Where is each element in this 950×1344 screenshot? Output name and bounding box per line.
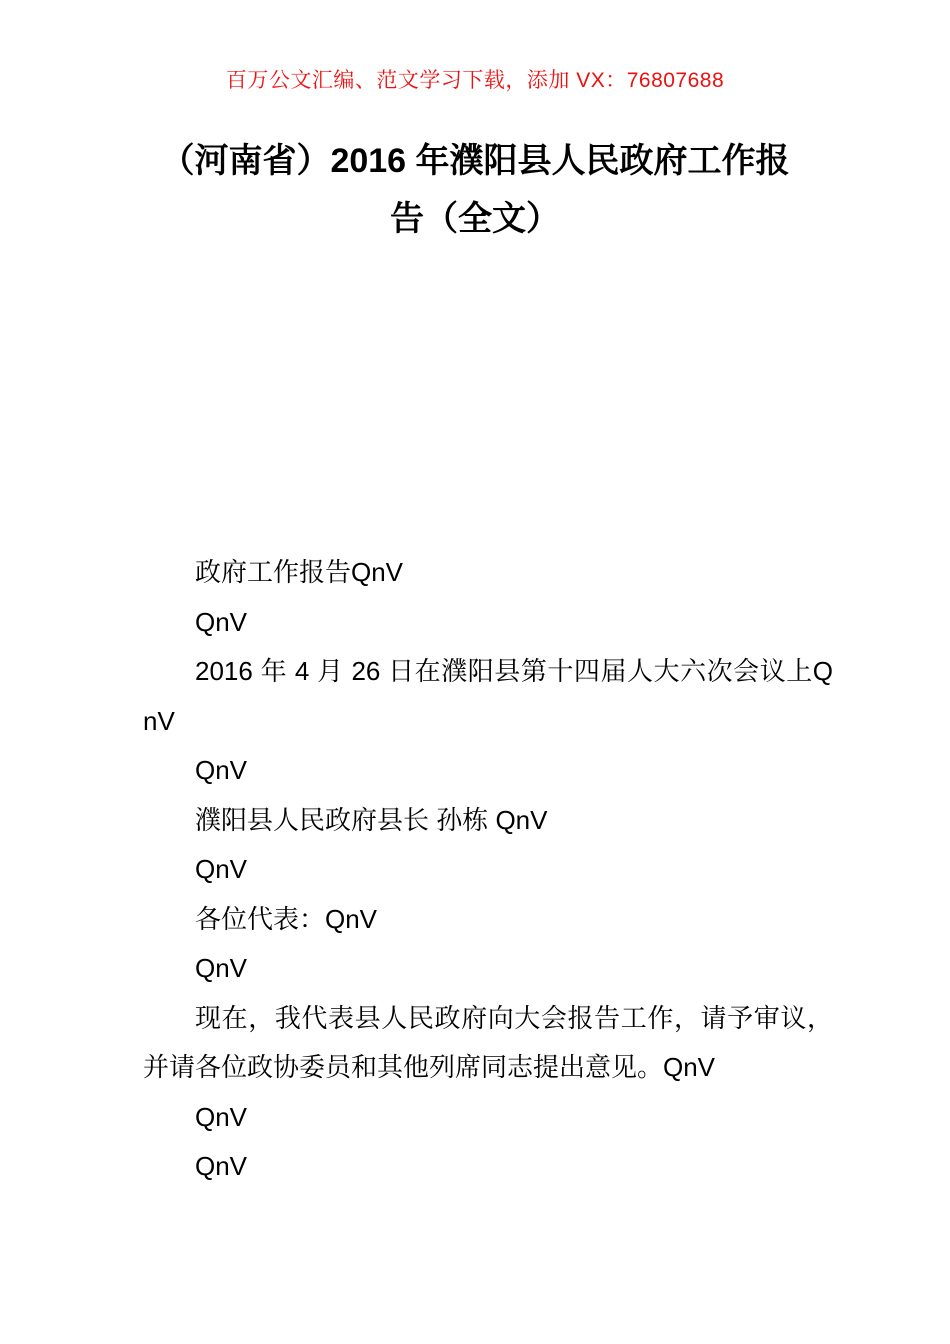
paragraph: QnV bbox=[195, 755, 248, 785]
paragraph: 濮阳县人民政府县长 孙栋 QnV bbox=[195, 804, 548, 835]
page-title-line-1: （河南省）2016 年濮阳县人民政府工作报 bbox=[160, 142, 790, 180]
paragraph: 2016 年 4 月 26 日在濮阳县第十四届人大六次会议上QnV bbox=[143, 656, 833, 736]
page-title-line-2: 告（全文） bbox=[390, 200, 560, 238]
paragraph: 各位代表：QnV bbox=[195, 903, 378, 934]
paragraph: 政府工作报告QnV bbox=[195, 557, 404, 587]
document-body bbox=[143, 548, 833, 1192]
paragraph: QnV bbox=[195, 854, 248, 884]
paragraph: QnV bbox=[195, 606, 248, 637]
paragraph: QnV bbox=[195, 953, 248, 983]
promo-banner-text: 百万公文汇编、范文学习下载，添加 VX：76807688 bbox=[225, 69, 725, 92]
paragraph: QnV bbox=[195, 1101, 248, 1132]
paragraph: 现在，我代表县人民政府向大会报告工作，请予审议，并请各位政协委员和其他列席同志提出意见。QnV bbox=[143, 1002, 833, 1082]
page-title bbox=[0, 132, 950, 248]
paragraph: QnV bbox=[195, 1151, 248, 1181]
